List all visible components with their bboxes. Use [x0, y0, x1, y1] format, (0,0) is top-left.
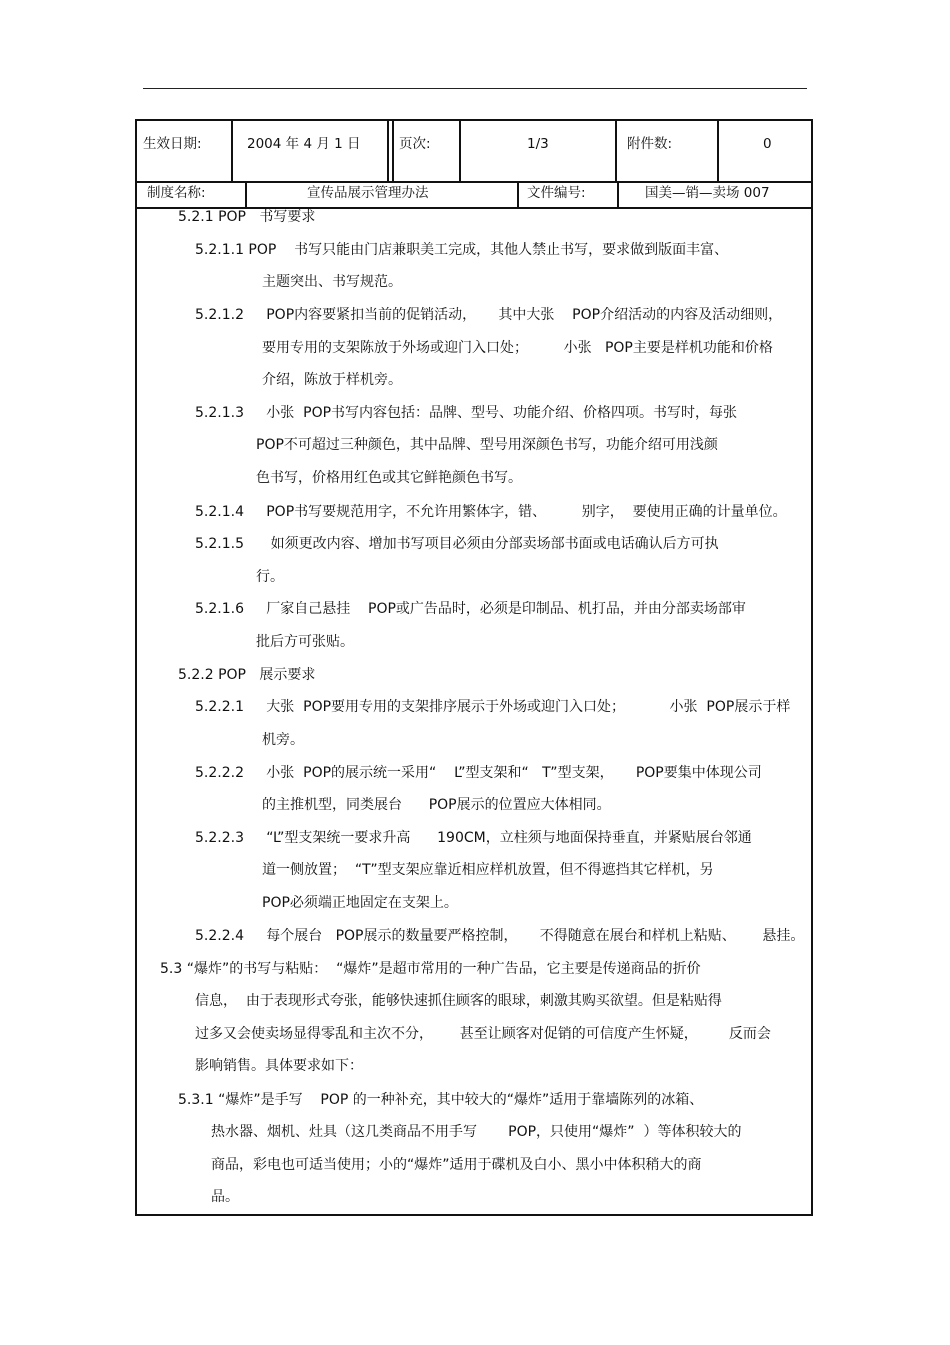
body-line: 品。 — [211, 1189, 239, 1205]
body-line: 行。 — [256, 569, 284, 585]
col-divider-8 — [617, 182, 619, 208]
col-divider-3 — [459, 121, 461, 182]
body-line: 要用专用的支架陈放于外场或迎门入口处； 小张 POP主要是样机功能和价格 — [262, 340, 773, 356]
body-line: 过多又会使卖场显得零乱和主次不分， 甚至让顾客对促销的可信度产生怀疑， 反而会 — [195, 1026, 771, 1042]
body-line: 批后方可张贴。 — [256, 634, 354, 650]
body-line: 5.2.2.2 小张 POP的展示统一采用“ L”型支架和“ T”型支架， POP要集中体现公司 — [195, 765, 762, 781]
body-line: 5.2.1.2 POP内容要紧扣当前的促销活动， 其中大张 POP介绍活动的内容及活动细则， — [195, 307, 783, 323]
body-line: POP不可超过三种颜色，其中品牌、型号用深颜色书写，功能介绍可用浅颜 — [256, 437, 718, 453]
col-divider-1 — [231, 121, 233, 182]
body-line: 热水器、烟机、灶具（这几类商品不用手写 POP，只使用“爆炸” ）等体积较大的 — [211, 1124, 742, 1140]
body-line: 机旁。 — [262, 732, 304, 748]
page-label: 页次: — [399, 136, 431, 152]
col-divider-7 — [517, 182, 519, 208]
body-line: 5.2.1.5 如须更改内容、增加书写项目必须由分部卖场部书面或电话确认后方可执 — [195, 536, 719, 552]
attachments-label: 附件数: — [627, 136, 673, 152]
top-rule — [143, 88, 807, 89]
body-line: 5.2.2.3 “L”型支架统一要求升高 190CM，立柱须与地面保持垂直，并紧贴展台邻通 — [195, 830, 752, 846]
body-line: 5.2.1.1 POP 书写只能由门店兼职美工完成，其他人禁止书写，要求做到版面丰富、 — [195, 242, 729, 258]
policy-name-label: 制度名称: — [147, 185, 206, 201]
attachments-value: 0 — [763, 136, 772, 152]
doc-number-label: 文件编号: — [527, 185, 586, 201]
doc-number-value: 国美—销—卖场 007 — [645, 185, 770, 201]
body-line: 色书写，价格用红色或其它鲜艳颜色书写。 — [256, 470, 522, 486]
effective-date-value: 2004 年 4 月 1 日 — [247, 136, 361, 152]
col-divider-6 — [245, 182, 247, 208]
body-line: 5.2.2.4 每个展台 POP展示的数量要严格控制， 不得随意在展台和样机上粘贴、 悬挂。 — [195, 928, 805, 944]
body-line: 的主推机型，同类展台 POP展示的位置应大体相同。 — [262, 797, 611, 813]
body-line: 道一侧放置； “T”型支架应靠近相应样机放置，但不得遮挡其它样机，另 — [262, 862, 714, 878]
body-line: 影响销售。具体要求如下： — [195, 1058, 363, 1074]
col-divider-2 — [387, 121, 389, 182]
effective-date-label: 生效日期: — [143, 136, 202, 152]
section-5-3-heading: 5.3 “爆炸”的书写与粘贴： “爆炸”是超市常用的一种广告品，它主要是传递商品的折价 — [160, 961, 701, 977]
body-line: 商品，彩电也可适当使用；小的“爆炸”适用于碟机及白小、黑小中体积稍大的商 — [211, 1157, 702, 1173]
body-line: POP必须端正地固定在支架上。 — [262, 895, 458, 911]
header-row-divider — [137, 181, 811, 183]
page-value: 1/3 — [527, 136, 549, 152]
body-line: 介绍，陈放于样机旁。 — [262, 372, 402, 388]
body-line: 5.2.2.1 大张 POP要用专用的支架排序展示于外场或迎门入口处； 小张 POP展示于样 — [195, 699, 791, 715]
policy-name-value: 宣传品展示管理办法 — [307, 185, 429, 201]
body-line: 信息， 由于表现形式夸张，能够快速抓住顾客的眼球，刺激其购买欲望。但是粘贴得 — [195, 993, 722, 1009]
col-divider-5 — [717, 121, 719, 182]
col-divider-4 — [615, 121, 617, 182]
body-line: 5.3.1 “爆炸”是手写 POP 的一种补充，其中较大的“爆炸”适用于靠墙陈列的冰箱、 — [178, 1092, 704, 1108]
section-5-2-2-heading: 5.2.2 POP 展示要求 — [178, 667, 316, 683]
body-line: 5.2.1.6 厂家自己悬挂 POP或广告品时，必须是印制品、机打品，并由分部卖场部审 — [195, 601, 746, 617]
body-line: 主题突出、书写规范。 — [262, 274, 402, 290]
section-5-2-1-heading: 5.2.1 POP 书写要求 — [178, 209, 316, 225]
col-divider-2b — [392, 121, 394, 182]
body-line: 5.2.1.3 小张 POP书写内容包括：品牌、型号、功能介绍、价格四项。书写时，每张 — [195, 405, 738, 421]
body-line: 5.2.1.4 POP书写要规范用字，不允许用繁体字，错、 别字， 要使用正确的计量单位。 — [195, 504, 787, 520]
